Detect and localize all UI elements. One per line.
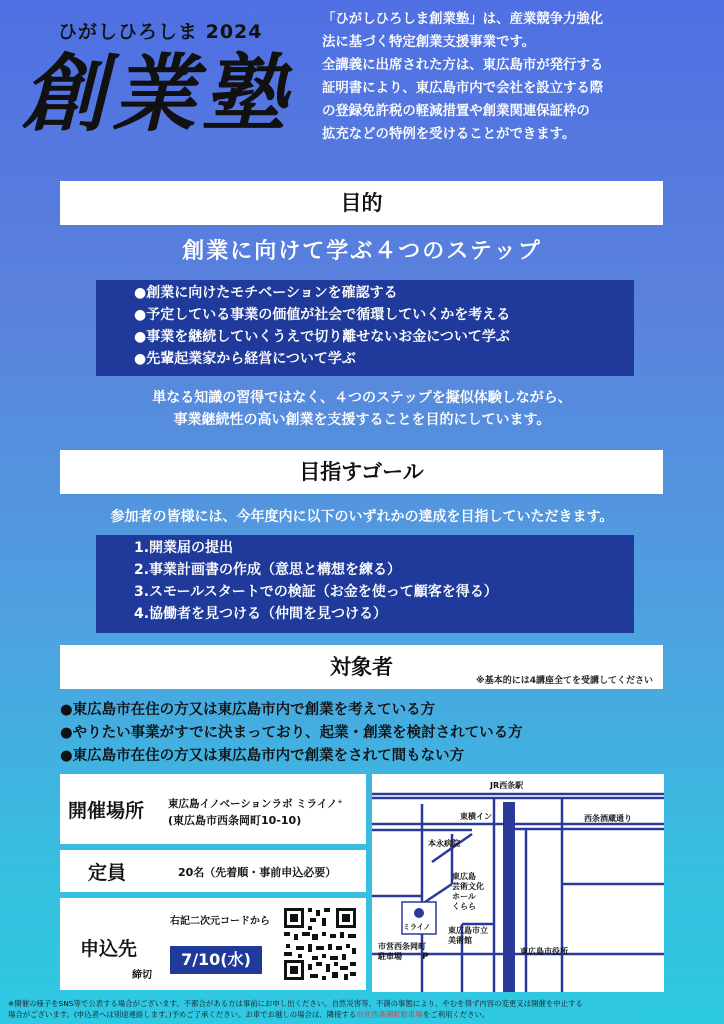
map-hall-line: ホール bbox=[452, 892, 476, 901]
map-parking-line: 駐車場 bbox=[378, 952, 402, 961]
map-street: 西条酒蔵通り bbox=[584, 814, 632, 823]
goal-item: 2.事業計画書の作成（意思と構想を練る） bbox=[134, 562, 402, 578]
goal-item: 1.開業届の提出 bbox=[134, 540, 234, 556]
goal-heading: 目指すゴール bbox=[60, 450, 663, 494]
target-heading: 対象者 bbox=[330, 655, 393, 679]
goal-box bbox=[96, 535, 634, 633]
summary-line: 単なる知識の習得ではなく、４つのステップを擬似体験しながら、 bbox=[152, 390, 572, 406]
target-item: ●やりたい事業がすでに決まっており、起業・創業を検討されている方 bbox=[60, 725, 523, 741]
map-hall-line: 東広島 bbox=[452, 872, 476, 881]
map-museum-line: 美術館 bbox=[448, 936, 472, 945]
apply-label: 申込先 bbox=[80, 938, 138, 960]
venue-label: 開催場所 bbox=[68, 800, 145, 822]
map-museum bbox=[448, 926, 488, 946]
footer-line: ※開催の様子をSNS等で公表する場合がございます。不都合がある方は事前にお申し出ください。自然災害等、不測の事態により、やむを得ず内容の変更又は開催を中止する bbox=[8, 999, 583, 1008]
target-item: ●東広島市在住の方又は東広島市内で創業を考えている方 bbox=[60, 702, 436, 718]
venue-name: 東広島イノベーションラボ ミライノ⁺ bbox=[168, 798, 343, 810]
summary-line: 事業継続性の高い創業を支援することを目的にしています。 bbox=[173, 412, 551, 428]
step-item: ●先輩起業家から経営について学ぶ bbox=[134, 351, 356, 367]
event-title: 創業塾 bbox=[22, 45, 293, 143]
event-eyebrow: ひがしひろしま 2024 bbox=[58, 21, 263, 43]
intro-line: 「ひがしひろしま創業塾」は、産業競争力強化 bbox=[322, 12, 604, 27]
map-station: JR西条駅 bbox=[490, 781, 524, 790]
intro-line: 証明書により、東広島市内で会社を設立する際 bbox=[322, 81, 604, 96]
intro-line: 法に基づく特定創業支援事業です。 bbox=[322, 35, 536, 50]
capacity-label: 定員 bbox=[88, 862, 127, 884]
intro-line: 拡充などの特例を受けることができます。 bbox=[322, 127, 576, 142]
footer-text: 場合がございます。(申込者へは別途連絡します。)予めご了承ください。お車でお越しの場合は、隣接する bbox=[8, 1010, 357, 1019]
map-parking bbox=[378, 942, 426, 962]
deadline-value: 7/10(水) bbox=[170, 946, 262, 974]
goal-lead: 参加者の皆様には、今年度内に以下のいずれかの達成を目指していただきます。 bbox=[110, 509, 614, 525]
target-list bbox=[60, 699, 523, 768]
goal-item: 4.協働者を見つける（仲間を見つける） bbox=[134, 606, 388, 622]
target-item: ●東広島市在住の方又は東広島市内で創業をされて間もない方 bbox=[60, 748, 465, 764]
venue-panel bbox=[60, 774, 366, 844]
intro-text bbox=[322, 8, 714, 146]
map-museum-line: 東広島市立 bbox=[448, 926, 488, 935]
venue-address: (東広島市西条岡町10-10) bbox=[168, 814, 302, 827]
map-hotel: 東横イン bbox=[460, 812, 492, 821]
footer-note bbox=[8, 998, 720, 1020]
qr-code-icon[interactable] bbox=[282, 906, 358, 982]
deadline-label: 締切 bbox=[132, 970, 152, 981]
map-venue: ミライノ bbox=[403, 923, 431, 931]
capacity-value: 20名（先着順・事前申込必要） bbox=[178, 866, 337, 879]
target-heading-bar bbox=[60, 645, 663, 689]
map-parking-line: 市営西条岡町 bbox=[378, 942, 426, 951]
step-item: ●予定している事業の価値が社会で循環していくかを考える bbox=[134, 307, 511, 323]
map-hospital: 本永病院 bbox=[428, 839, 460, 848]
map-hall-line: くらら bbox=[452, 902, 476, 911]
intro-line: の登録免許税の軽減措置や創業関連保証枠の bbox=[322, 104, 590, 119]
parking-highlight: 市営西条岡町駐車場 bbox=[356, 1010, 423, 1019]
step-item: ●創業に向けたモチベーションを確認する bbox=[134, 285, 398, 301]
target-note: ※基本的には4講座全てを受講してください bbox=[475, 676, 653, 686]
goal-item: 3.スモールスタートでの検証（お金を使って顧客を得る） bbox=[134, 584, 498, 600]
purpose-heading: 目的 bbox=[60, 181, 663, 225]
map-cityhall: 東広島市役所 bbox=[520, 947, 568, 956]
access-map bbox=[372, 774, 664, 992]
map-hall bbox=[452, 872, 484, 912]
steps-title: 創業に向けて学ぶ４つのステップ bbox=[182, 239, 542, 264]
apply-panel bbox=[60, 898, 366, 990]
capacity-panel bbox=[60, 850, 366, 892]
apply-hint: 右記二次元コードから bbox=[170, 916, 270, 927]
footer-text: をご利用ください。 bbox=[422, 1010, 490, 1019]
map-hall-line: 芸術文化 bbox=[452, 882, 484, 891]
purpose-summary bbox=[0, 387, 724, 431]
step-item: ●事業を継続していくうえで切り離せないお金について学ぶ bbox=[134, 329, 510, 345]
intro-line: 全講義に出席された方は、東広島市が発行する bbox=[322, 58, 604, 73]
steps-box bbox=[96, 280, 634, 376]
footer-line bbox=[8, 1009, 720, 1020]
parking-icon: P bbox=[422, 952, 429, 962]
